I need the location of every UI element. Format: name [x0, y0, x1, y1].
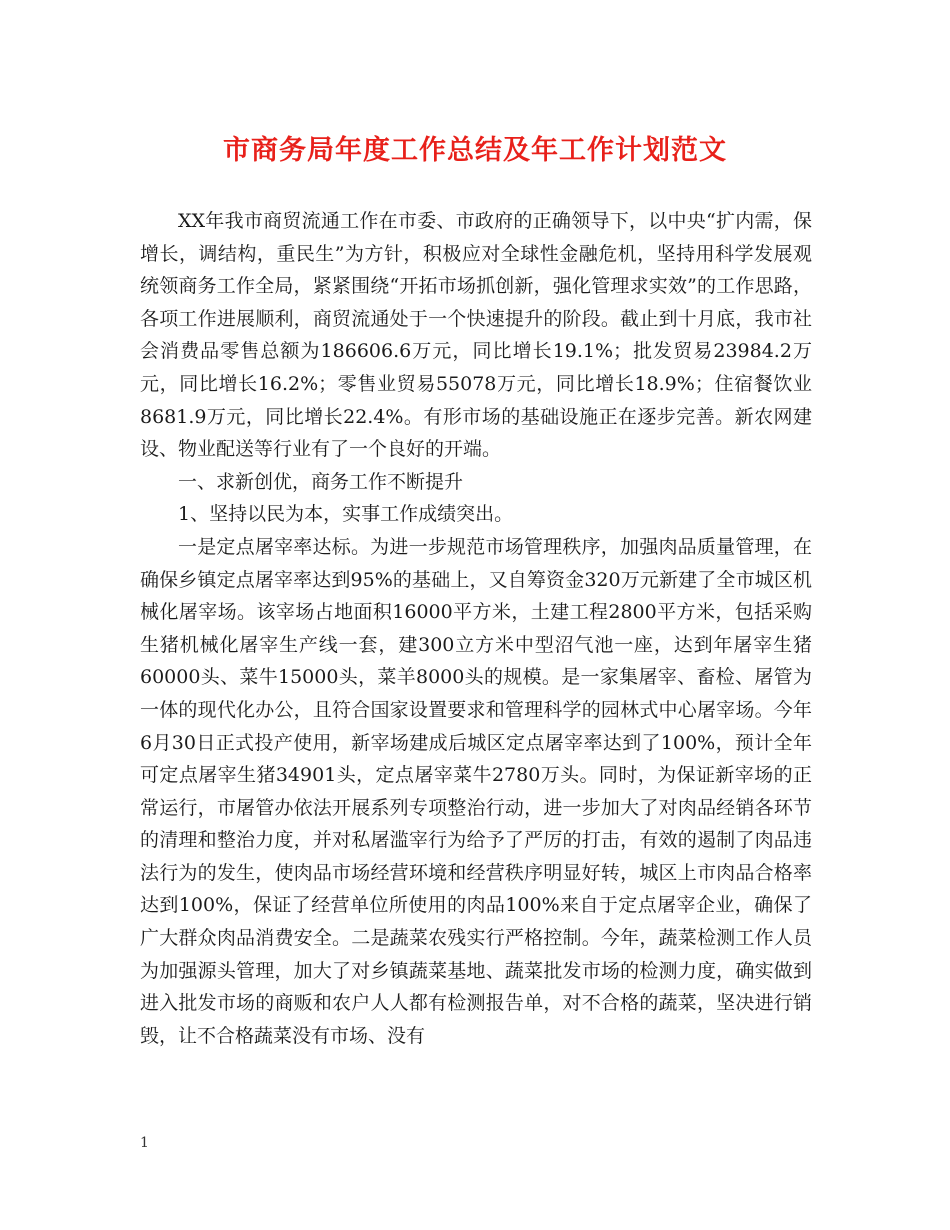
section-heading: 一、求新创优，商务工作不断提升	[178, 470, 464, 493]
document-title: 市商务局年度工作总结及年工作计划范文	[223, 135, 727, 166]
document-body	[140, 205, 812, 1052]
page-number: 1	[140, 1135, 149, 1151]
body-paragraph: 一是定点屠宰率达标。为进一步规范市场管理秩序，加强肉品质量管理，在确保乡镇定点屠宰率达到95%的基础上，又自筹资金320万元新建了全市城区机械化屠宰场。该宰场占地面积16000平方米，土建工程2800平方米，包括采购生猪机械化屠宰生产线一套，建300立方米中型沼气池一座，达到年屠宰生猪60000头、菜牛15000头，菜羊8000头的规模。是一家集屠宰、畜检、屠管为一体的现代化办公，且符合国家设置要求和管理科学的园林式中心屠宰场。今年6月30日正式投产使用，新宰场建成后城区定点屠宰率达到了100%，预计全年可定点屠宰生猪34901头，定点屠宰菜牛2780万头。同时，为保证新宰场的正常运行，市屠管办依法开展系列专项整治行动，进一步加大了对肉品经销各环节的清理和整治力度，并对私屠滥宰行为给予了严厉的打击，有效的遏制了肉品违法行为的发生，使肉品市场经营环境和经营秩序明显好转，城区上市肉品合格率达到100%，保证了经营单位所使用的肉品100%来自于定点屠宰企业，确保了广大群众肉品消费安全。二是蔬菜农残实行严格控制。今年，蔬菜检测工作人员为加强源头管理，加大了对乡镇蔬菜基地、蔬菜批发市场的检测力度，确实做到进入批发市场的商贩和农户人人都有检测报告单，对不合格的蔬菜，坚决进行销毁，让不合格蔬菜没有市场、没有	[140, 535, 812, 1047]
subsection-heading: 1、坚持以民为本，实事工作成绩突出。	[178, 503, 514, 526]
intro-paragraph: XX年我市商贸流通工作在市委、市政府的正确领导下，以中央“扩内需，保增长，调结构，重民生”为方针，积极应对全球性金融危机，坚持用科学发展观统领商务工作全局，紧紧围绕“开拓市场抓创新，强化管理求实效”的工作思路，各项工作进展顺利，商贸流通处于一个快速提升的阶段。截止到十月底，我市社会消费品零售总额为186606.6万元，同比增长19.1%；批发贸易23984.2万元，同比增长16.2%；零售业贸易55078万元，同比增长18.9%；住宿餐饮业8681.9万元，同比增长22.4%。有形市场的基础设施正在逐步完善。新农网建设、物业配送等行业有了一个良好的开端。	[140, 210, 812, 461]
